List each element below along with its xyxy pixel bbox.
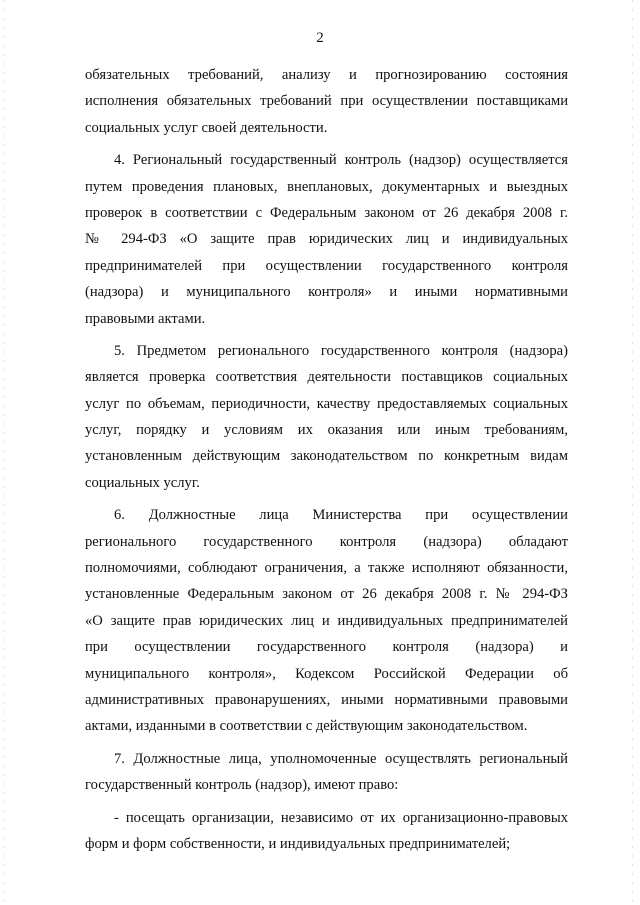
text-line: форм и форм собственности, и индивидуальных предпринимателей;	[85, 835, 511, 852]
text-line: 5. Предметом регионального государственного контроля (надзора)	[114, 342, 568, 359]
text-line: государственный контроль (надзор), имеют право:	[85, 777, 399, 794]
text-line: - посещать организации, независимо от их организационно-правовых	[114, 809, 568, 826]
text-line: путем проведения плановых, внеплановых, документарных и выездных	[85, 178, 568, 195]
scan-edge-left	[4, 0, 5, 905]
text-line: административных правонарушениях, иными нормативными правовыми	[85, 691, 568, 708]
text-line: исполнения обязательных требований при осуществлении поставщиками	[85, 93, 568, 110]
document-body	[85, 62, 568, 863]
paragraph-item-7	[85, 746, 568, 799]
page-number: 2	[316, 30, 324, 46]
text-line: муниципального контроля», Кодексом Российской Федерации об	[85, 665, 568, 682]
text-line: установленным действующим законодательством по конкретным видам	[85, 448, 568, 465]
text-line: проверок в соответствии с Федеральным законом от 26 декабря 2008 г.	[85, 204, 568, 221]
text-line: «О защите прав юридических лиц и индивидуальных предпринимателей	[85, 612, 568, 629]
scan-edge-right	[632, 0, 633, 905]
text-line: 4. Региональный государственный контроль (надзор) осуществляется	[114, 152, 568, 169]
text-line: полномочиями, соблюдают ограничения, а также исполняют обязанности,	[85, 560, 568, 577]
text-line: социальных услуг.	[85, 474, 200, 491]
paragraph-item-6	[85, 502, 568, 740]
text-line: услуг по объемам, периодичности, качеству предоставляемых социальных	[85, 395, 568, 412]
text-line: при осуществлении государственного контроля (надзора) и	[85, 639, 568, 656]
text-line: правовыми актами.	[85, 310, 206, 327]
text-line: установленные Федеральным законом от 26 декабря 2008 г. № 294-ФЗ	[85, 586, 568, 603]
paragraph-item-5	[85, 338, 568, 496]
paragraph-list-item-visit	[85, 805, 568, 858]
text-line: регионального государственного контроля (надзора) обладают	[85, 533, 568, 550]
text-line: (надзора) и муниципального контроля» и иными нормативными	[85, 284, 568, 301]
paragraph-item-4	[85, 147, 568, 332]
text-line: № 294-ФЗ «О защите прав юридических лиц и индивидуальных	[85, 231, 568, 248]
text-line: услуг, порядку и условиям их оказания или иным требованиям,	[85, 422, 568, 439]
text-line: актами, изданными в соответствии с действующим законодательством.	[85, 718, 528, 735]
paragraph-obligations-continuation	[85, 62, 568, 141]
text-line: 7. Должностные лица, уполномоченные осуществлять региональный	[114, 750, 568, 767]
text-line: 6. Должностные лица Министерства при осуществлении	[114, 507, 568, 524]
text-line: социальных услуг своей деятельности.	[85, 119, 328, 136]
text-line: обязательных требований, анализу и прогнозированию состояния	[85, 67, 568, 83]
text-line: является проверка соответствия деятельности поставщиков социальных	[85, 369, 568, 386]
text-line: предпринимателей при осуществлении государственного контроля	[85, 257, 568, 274]
